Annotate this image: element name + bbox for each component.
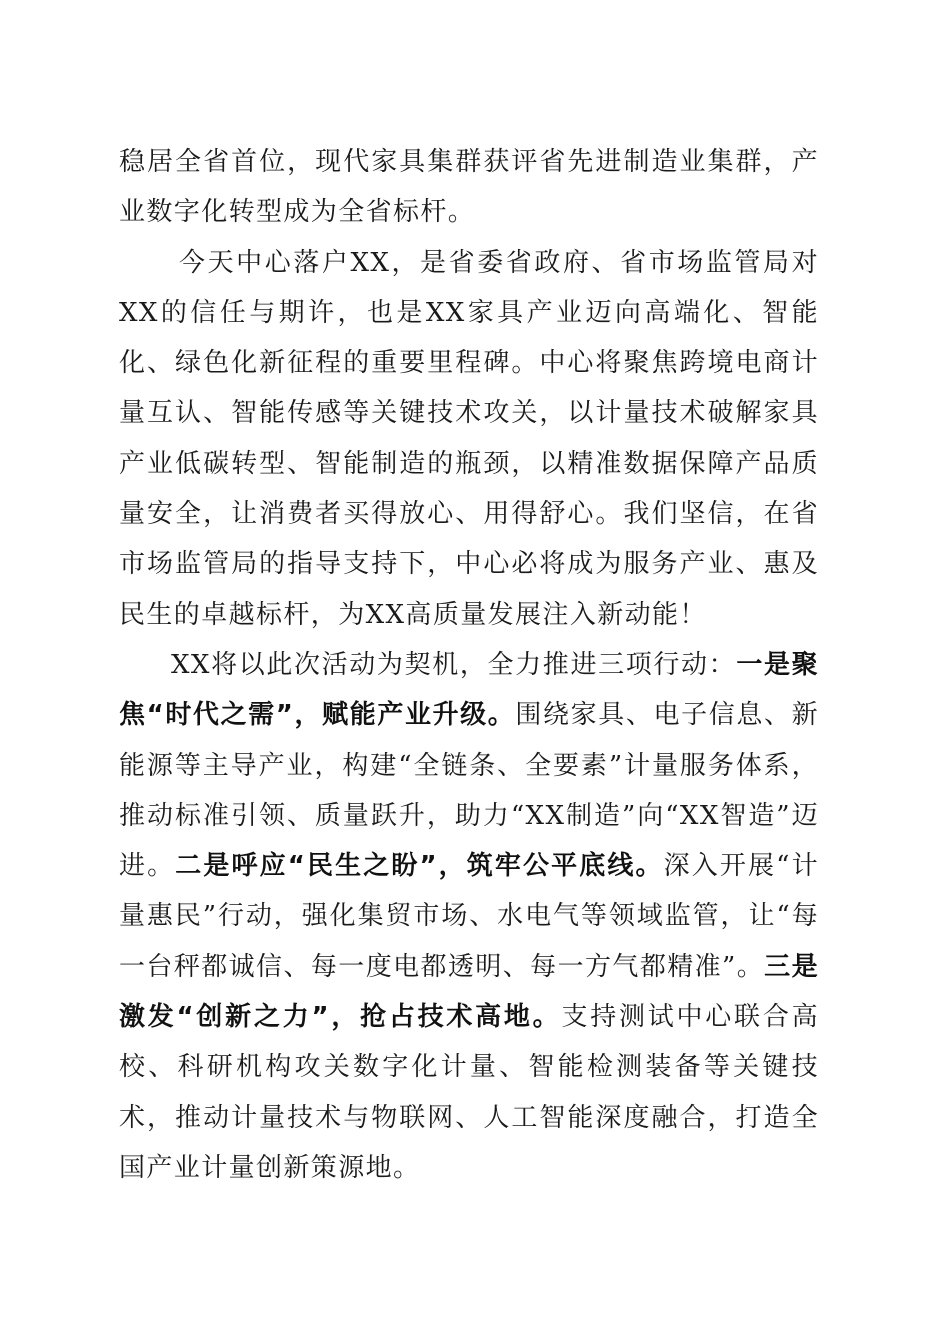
paragraph-continued: 稳居全省首位，现代家具集群获评省先进制造业集群，产业数字化转型成为全省标杆。: [119, 147, 819, 228]
paragraph-three-actions: [119, 640, 819, 1193]
paragraph-center-launch: 今天中心落户XX，是省委省政府、省市场监管局对XX的信任与期许，也是XX家具产业迈向高端化、智能化、绿色化新征程的重要里程碑。中心将聚焦跨境电商计量互认、智能传感等关键技术攻关，以计量技术破解家具产业低碳转型、智能制造的瓶颈，以精准数据保障产品质量安全，让消费者买得放心、用得舒心。我们坚信，在省市场监管局的指导支持下，中心必将成为服务产业、惠及民生的卓越标杆，为XX高质量发展注入新动能！: [119, 247, 819, 630]
action-3-text: 支持测试中心联合高校、科研机构攻关数字化计量、智能检测装备等关键技术，推动计量技术与物联网、人工智能深度融合，打造全国产业计量创新策源地。: [119, 1002, 819, 1183]
action-1-heading: 一是聚焦“时代之需”，赋能产业升级。: [119, 649, 820, 731]
action-3-heading: 三是激发“创新之力”，抢占技术高地。: [119, 951, 819, 1033]
action-1-text: 围绕家具、电子信息、新能源等主导产业，构建“全链条、全要素”计量服务体系，推动标准引领、质量跃升，助力“XX制造”向“XX智造”迈进。: [119, 700, 819, 882]
document-body: [119, 137, 819, 1193]
action-2-heading: 二是呼应“民生之盼”，筑牢公平底线。: [175, 851, 664, 882]
action-2-text: 深入开展“计量惠民”行动，强化集贸市场、水电气等领域监管，让“每一台秤都诚信、每一度电都透明、每一方气都精准”。: [119, 851, 819, 982]
actions-intro: XX将以此次活动为契机，全力推进三项行动：: [171, 649, 737, 680]
